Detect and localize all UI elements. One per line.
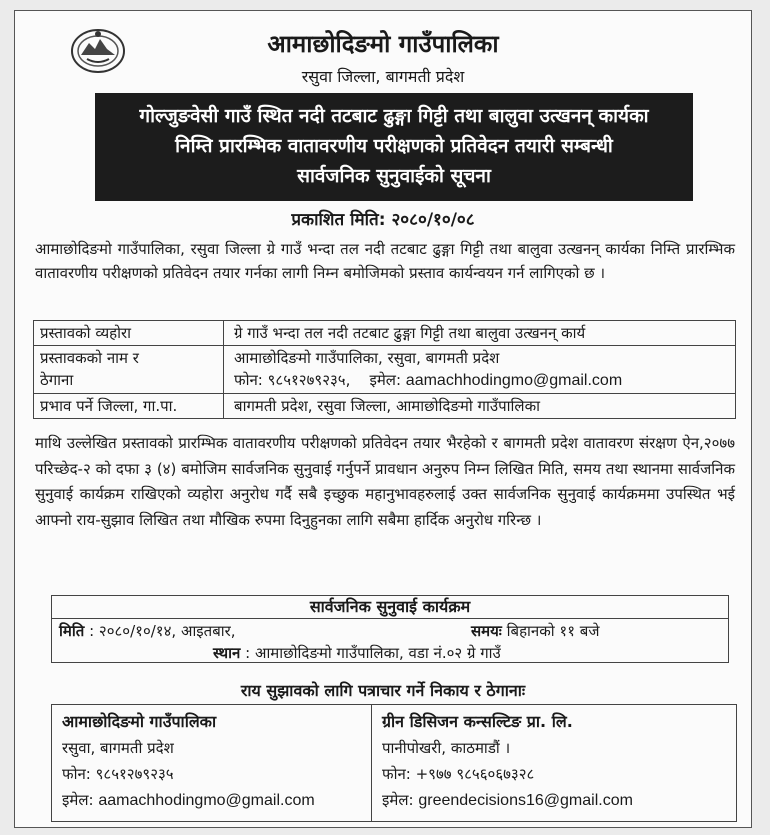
contacts-box [51, 704, 737, 822]
hearing-venue-label: स्थान [213, 644, 241, 662]
hearing-venue-value: : आमाछोदिङमो गाउँपालिका, वडा नं.०२ ग्रे गाउँ [245, 644, 501, 662]
notice-title-banner [95, 93, 693, 201]
hearing-program-title: सार्वजनिक सुनुवाई कार्यक्रम [51, 595, 729, 619]
proponent-label [34, 346, 224, 394]
contact-consultant-email[interactable]: greendecisions16@gmail.com [418, 792, 633, 809]
hearing-date-value: : २०८०/१०/१४, आइतबार, [89, 622, 236, 640]
hearing-date-label: मिति [59, 622, 85, 640]
hearing-time-label: समयः [471, 622, 502, 640]
hearing-time [471, 620, 600, 642]
contact-consultant-address: पानीपोखरी, काठमाडौं । [382, 739, 511, 757]
published-date: प्रकाशित मिति: २०८०/१०/०८ [291, 210, 475, 230]
proposal-subject-value: ग्रे गाउँ भन्दा तल नदी तटबाट ढुङ्गा गिट्टी तथा बालुवा उत्खनन् कार्य [224, 321, 736, 346]
contact-consultant-email-line [382, 787, 726, 814]
organization-location: रसुवा जिल्ला, बागमती प्रदेश [301, 67, 465, 86]
hearing-date [59, 620, 236, 642]
proponent-value [224, 346, 736, 394]
proponent-label-line-2: ठेगाना [40, 371, 74, 389]
contact-consultant-phone: फोन: +९७७ ९८५६०६७३२८ [382, 765, 535, 783]
table-row [34, 346, 736, 394]
contact-municipality-email[interactable]: aamachhodingmo@gmail.com [98, 792, 315, 809]
notice-page [14, 10, 752, 828]
contact-consultant-email-label: इमेल: [382, 791, 414, 809]
contact-municipality [52, 705, 372, 821]
hearing-venue [213, 642, 501, 664]
contact-municipality-phone: फोन: ९८५१२७९२३५ [62, 765, 174, 783]
proposal-table [33, 320, 736, 419]
contact-municipality-name: आमाछोदिङमो गाउँपालिका [62, 712, 217, 731]
contacts-title: राय सुझावको लागि पत्राचार गर्ने निकाय र ठेगानाः [240, 681, 526, 700]
affected-area-label: प्रभाव पर्ने जिल्ला, गा.पा. [34, 394, 224, 419]
body-paragraph: माथि उल्लेखित प्रस्तावको प्रारम्भिक वातावरणीय परीक्षणको प्रतिवेदन तयार भैरहेको र बागमती प्रदेश वातावरण संरक्षण ऐन,२०७७ परिच्छेद-२ को दफा ३ (४) बमोजिम सार्वजनिक सुनुवाई गर्नुपर्ने प्रावधान अनुरुप निम्न लिखित मिति, समय तथा स्थानमा सार्वजनिक सुनुवाई कार्यक्रम राखिएको व्यहोरा अनुरोध गर्दै सबै इच्छुक महानुभावहरुलाई उक्त सार्वजनिक सुनुवाई कार्यक्रममा उपस्थित भई आफ्नो राय-सुझाव लिखित तथा मौखिक रुपमा दिनुहुनका लागि सबैमा हार्दिक अनुरोध गरिन्छ । [35, 434, 735, 529]
proponent-email-label: इमेल: [369, 371, 402, 389]
table-row [34, 394, 736, 419]
proponent-label-line-1: प्रस्तावकको नाम र [40, 349, 139, 367]
contact-consultant [372, 705, 736, 821]
contact-municipality-email-line [62, 787, 361, 814]
notice-title-line-3: सार्वजनिक सुनुवाईको सूचना [297, 165, 491, 187]
contact-consultant-name: ग्रीन डिसिजन कन्सल्टिङ प्रा. लि. [382, 712, 573, 731]
table-row [34, 321, 736, 346]
proposal-subject-label: प्रस्तावको व्यहोरा [34, 321, 224, 346]
hearing-time-value: बिहानको ११ बजे [506, 622, 600, 640]
contact-municipality-address: रसुवा, बागमती प्रदेश [62, 739, 174, 757]
proponent-contact [234, 369, 729, 392]
proponent-phone: फोन: ९८५१२७९२३५, [234, 371, 351, 389]
affected-area-value: बागमती प्रदेश, रसुवा जिल्ला, आमाछोदिङमो गाउँपालिका [224, 394, 736, 419]
contact-municipality-email-label: इमेल: [62, 791, 94, 809]
intro-paragraph: आमाछोदिङमो गाउँपालिका, रसुवा जिल्ला ग्रे गाउँ भन्दा तल नदी तटबाट ढुङ्गा गिट्टी तथा बालुवा उत्खनन् कार्यका निम्ति प्रारम्भिक वातावरणीय परीक्षणको प्रतिवेदन तयार गर्नका लागी निम्न बमोजिमको प्रस्ताव कार्यन्वयन गर्न लागिएको छ । [35, 240, 735, 282]
organization-name: आमाछोदिङमो गाउँपालिका [267, 30, 499, 58]
notice-title-line-2: निम्ति प्रारम्भिक वातावरणीय परीक्षणको प्रतिवेदन तयारी सम्बन्धी [175, 135, 613, 157]
proponent-name-address: आमाछोदिङमो गाउँपालिका, रसुवा, बागमती प्रदेश [234, 349, 500, 367]
notice-title-line-1: गोल्जुङवेसी गाउँ स्थित नदी तटबाट ढुङ्गा गिट्टी तथा बालुवा उत्खनन् कार्यका [139, 105, 649, 127]
proponent-email[interactable]: aamachhodingmo@gmail.com [405, 372, 623, 389]
